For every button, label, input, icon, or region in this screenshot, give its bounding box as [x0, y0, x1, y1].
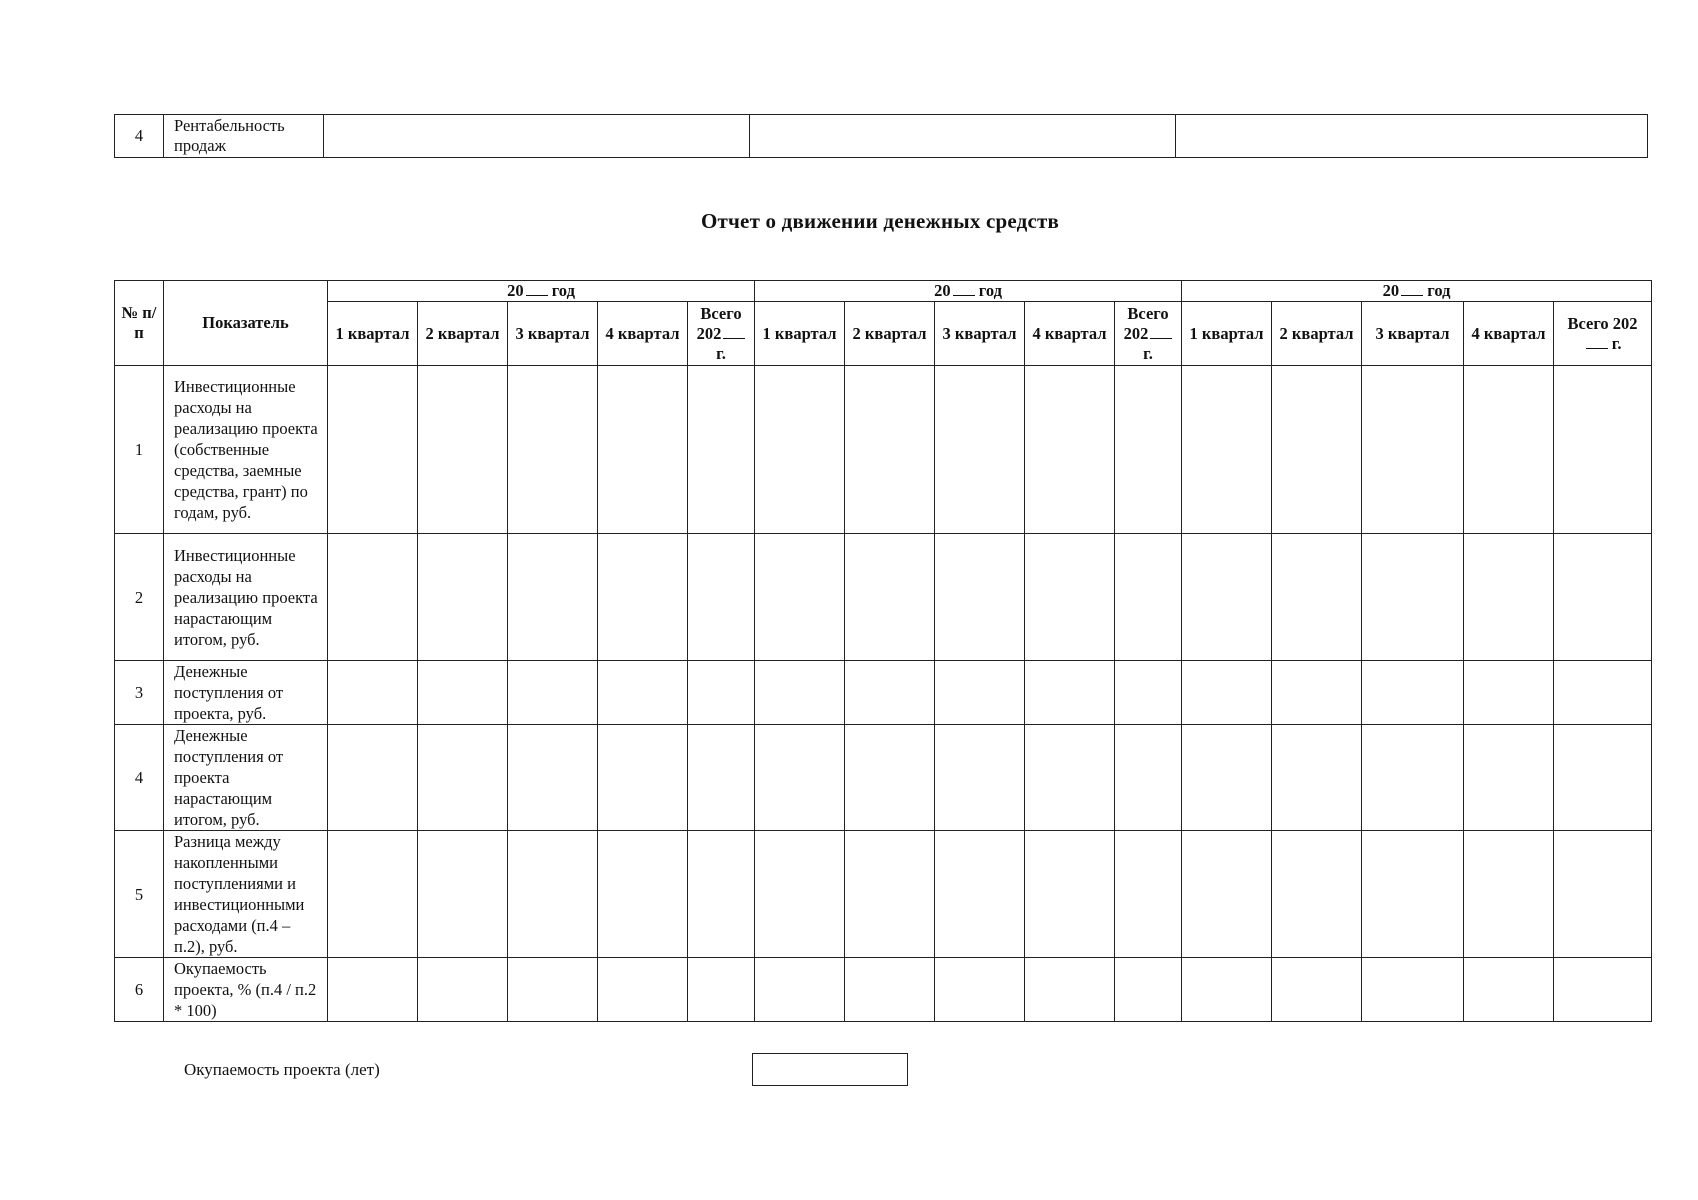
row-number: 4: [115, 725, 164, 831]
data-cell[interactable]: [935, 725, 1025, 831]
data-cell[interactable]: [508, 661, 598, 725]
quarter-header-row: [115, 302, 1652, 366]
year-header: 20 год: [1182, 281, 1652, 302]
empty-cell[interactable]: [324, 115, 750, 158]
data-cell[interactable]: [935, 534, 1025, 661]
data-cell[interactable]: [755, 534, 845, 661]
data-cell[interactable]: [598, 366, 688, 534]
data-cell[interactable]: [845, 725, 935, 831]
profitability-table-fragment: [114, 114, 1648, 158]
data-cell[interactable]: [1182, 366, 1272, 534]
table-row: [115, 115, 1648, 158]
data-cell[interactable]: [1554, 958, 1652, 1022]
data-cell[interactable]: [598, 725, 688, 831]
data-cell[interactable]: [845, 831, 935, 958]
data-cell[interactable]: [755, 725, 845, 831]
year-header: 20 год: [328, 281, 755, 302]
table-row: [115, 661, 1652, 725]
data-cell[interactable]: [328, 831, 418, 958]
data-cell[interactable]: [755, 831, 845, 958]
row-label: Денежные поступления от проекта нарастающим итогом, руб.: [164, 725, 328, 831]
data-cell[interactable]: [418, 661, 508, 725]
data-cell[interactable]: [688, 831, 755, 958]
quarter-header: 1 квартал: [328, 302, 418, 366]
data-cell[interactable]: [418, 725, 508, 831]
data-cell[interactable]: [1362, 366, 1464, 534]
data-cell[interactable]: [418, 958, 508, 1022]
data-cell[interactable]: [1115, 725, 1182, 831]
data-cell[interactable]: [1025, 831, 1115, 958]
table-row: [115, 366, 1652, 534]
data-cell[interactable]: [935, 831, 1025, 958]
quarter-header: 4 квартал: [1025, 302, 1115, 366]
data-cell[interactable]: [1362, 831, 1464, 958]
year-header: 20 год: [755, 281, 1182, 302]
data-cell[interactable]: [1115, 831, 1182, 958]
row-number: 1: [115, 366, 164, 534]
data-cell[interactable]: [1554, 725, 1652, 831]
data-cell[interactable]: [328, 958, 418, 1022]
table-row: [115, 725, 1652, 831]
data-cell[interactable]: [508, 831, 598, 958]
data-cell[interactable]: [845, 366, 935, 534]
row-label: Окупаемость проекта, % (п.4 / п.2 * 100): [164, 958, 328, 1022]
data-cell[interactable]: [1272, 831, 1362, 958]
data-cell[interactable]: [418, 831, 508, 958]
quarter-header: 2 квартал: [1272, 302, 1362, 366]
data-cell[interactable]: [845, 661, 935, 725]
quarter-header: 4 квартал: [598, 302, 688, 366]
data-cell[interactable]: [328, 725, 418, 831]
data-cell[interactable]: [1182, 725, 1272, 831]
data-cell[interactable]: [1272, 661, 1362, 725]
data-cell[interactable]: [598, 831, 688, 958]
data-cell[interactable]: [845, 534, 935, 661]
row-number: 3: [115, 661, 164, 725]
data-cell[interactable]: [508, 366, 598, 534]
data-cell[interactable]: [1464, 725, 1554, 831]
data-cell[interactable]: [688, 725, 755, 831]
row-label: Инвестиционные расходы на реализацию проекта нарастающим итогом, руб.: [164, 534, 328, 661]
empty-cell[interactable]: [750, 115, 1176, 158]
data-cell[interactable]: [1464, 534, 1554, 661]
data-cell[interactable]: [1182, 831, 1272, 958]
total-header: Всего 202 г.: [688, 302, 755, 366]
total-header: Всего 202 г.: [1115, 302, 1182, 366]
data-cell[interactable]: [755, 366, 845, 534]
quarter-header: 3 квартал: [935, 302, 1025, 366]
data-cell[interactable]: [1115, 661, 1182, 725]
data-cell[interactable]: [1554, 831, 1652, 958]
data-cell[interactable]: [1554, 661, 1652, 725]
table-row: [115, 831, 1652, 958]
payback-value-field[interactable]: [752, 1053, 908, 1086]
data-cell[interactable]: [845, 958, 935, 1022]
data-cell[interactable]: [755, 661, 845, 725]
data-cell[interactable]: [598, 958, 688, 1022]
quarter-header: 2 квартал: [845, 302, 935, 366]
row-label: Инвестиционные расходы на реализацию проекта (собственные средства, заемные средства, грант) по годам, руб.: [164, 366, 328, 534]
data-cell[interactable]: [935, 366, 1025, 534]
data-cell[interactable]: [508, 725, 598, 831]
data-cell[interactable]: [1464, 366, 1554, 534]
data-cell[interactable]: [1025, 958, 1115, 1022]
year-header-row: [115, 281, 1652, 302]
data-cell[interactable]: [935, 958, 1025, 1022]
data-cell[interactable]: [688, 958, 755, 1022]
data-cell[interactable]: [1272, 366, 1362, 534]
cash-flow-table: [114, 280, 1652, 1022]
row-label: Денежные поступления от проекта, руб.: [164, 661, 328, 725]
table-row: [115, 534, 1652, 661]
data-cell[interactable]: [1182, 958, 1272, 1022]
data-cell[interactable]: [688, 366, 755, 534]
empty-cell[interactable]: [1176, 115, 1648, 158]
data-cell[interactable]: [755, 958, 845, 1022]
data-cell[interactable]: [1025, 661, 1115, 725]
data-cell[interactable]: [1362, 534, 1464, 661]
data-cell[interactable]: [1362, 958, 1464, 1022]
data-cell[interactable]: [1182, 661, 1272, 725]
row-number: 5: [115, 831, 164, 958]
total-header: Всего 202 г.: [1554, 302, 1652, 366]
data-cell[interactable]: [1272, 958, 1362, 1022]
row-number: 6: [115, 958, 164, 1022]
data-cell[interactable]: [598, 534, 688, 661]
data-cell[interactable]: [328, 661, 418, 725]
quarter-header: 1 квартал: [1182, 302, 1272, 366]
quarter-header: 4 квартал: [1464, 302, 1554, 366]
data-cell[interactable]: [418, 366, 508, 534]
data-cell[interactable]: [328, 534, 418, 661]
data-cell[interactable]: [1272, 534, 1362, 661]
row-label: Разница между накопленными поступлениями и инвестиционными расходами (п.4 – п.2), руб.: [164, 831, 328, 958]
data-cell[interactable]: [1272, 725, 1362, 831]
data-cell[interactable]: [598, 661, 688, 725]
data-cell[interactable]: [1115, 366, 1182, 534]
data-cell[interactable]: [1025, 725, 1115, 831]
data-cell[interactable]: [508, 958, 598, 1022]
quarter-header: 3 квартал: [508, 302, 598, 366]
data-cell[interactable]: [1554, 366, 1652, 534]
indicator-header: Показатель: [164, 281, 328, 366]
page-title: Отчет о движении денежных средств: [700, 209, 1060, 233]
data-cell[interactable]: [1115, 534, 1182, 661]
data-cell[interactable]: [935, 661, 1025, 725]
row-number: 2: [115, 534, 164, 661]
data-cell[interactable]: [1362, 725, 1464, 831]
payback-label: Окупаемость проекта (лет): [184, 1060, 380, 1079]
data-cell[interactable]: [1464, 958, 1554, 1022]
quarter-header: 2 квартал: [418, 302, 508, 366]
data-cell[interactable]: [1554, 534, 1652, 661]
row-number: 4: [115, 115, 164, 158]
data-cell[interactable]: [328, 366, 418, 534]
data-cell[interactable]: [688, 661, 755, 725]
num-header: № п/п: [115, 281, 164, 366]
data-cell[interactable]: [1464, 661, 1554, 725]
data-cell[interactable]: [1362, 661, 1464, 725]
cash-flow-table-body: [115, 366, 1652, 1022]
data-cell[interactable]: [1115, 958, 1182, 1022]
quarter-header: 3 квартал: [1362, 302, 1464, 366]
data-cell[interactable]: [1025, 366, 1115, 534]
data-cell[interactable]: [418, 534, 508, 661]
quarter-header: 1 квартал: [755, 302, 845, 366]
row-label: Рентабельность продаж: [164, 115, 324, 158]
data-cell[interactable]: [1182, 534, 1272, 661]
table-row: [115, 958, 1652, 1022]
data-cell[interactable]: [688, 534, 755, 661]
data-cell[interactable]: [508, 534, 598, 661]
data-cell[interactable]: [1464, 831, 1554, 958]
data-cell[interactable]: [1025, 534, 1115, 661]
